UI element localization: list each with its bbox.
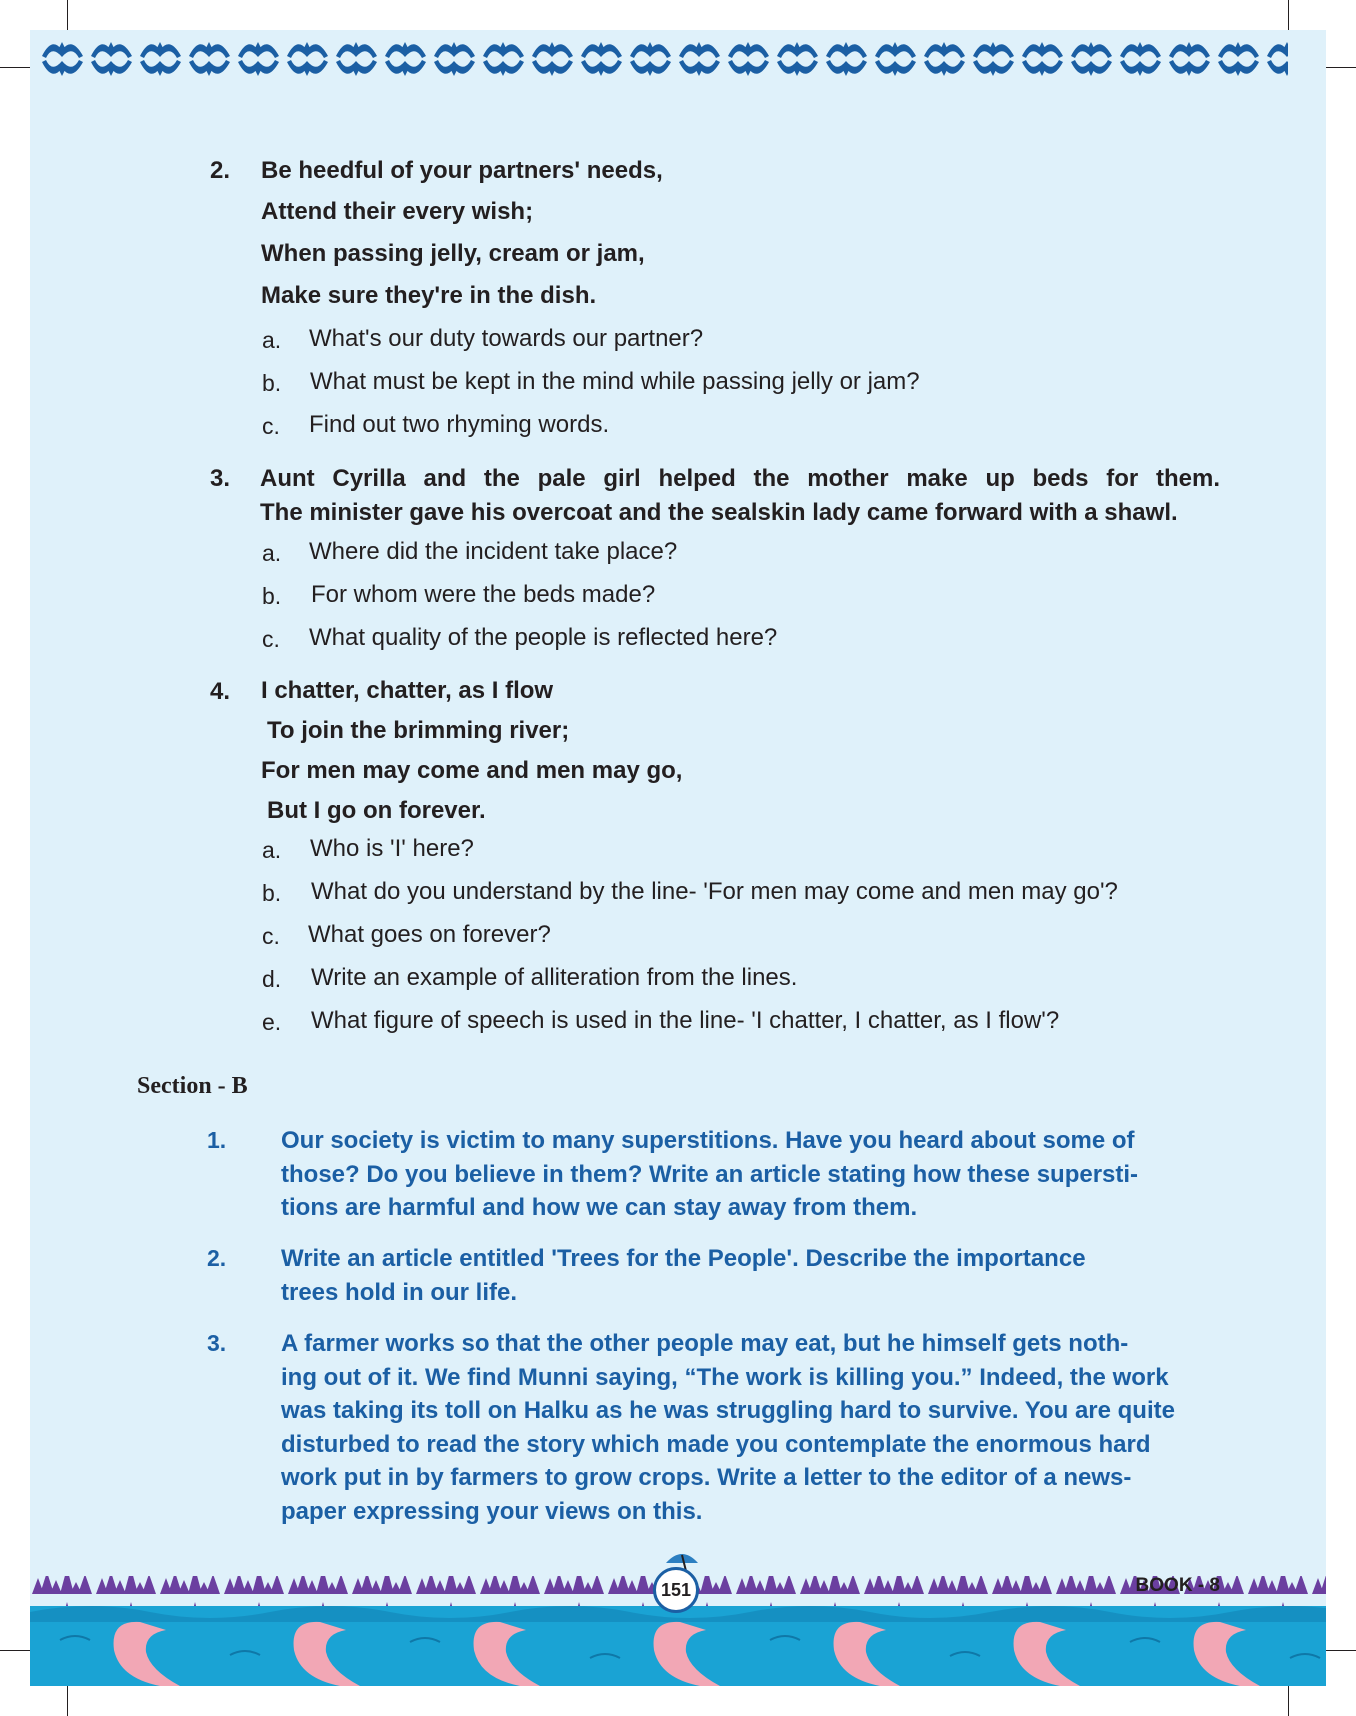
sub-question-text: What quality of the people is reflected here? bbox=[309, 624, 778, 651]
sub-question-text: Find out two rhyming words. bbox=[309, 411, 610, 438]
section-b-line: paper expressing your views on this. bbox=[281, 1497, 703, 1525]
crop-mark bbox=[0, 1650, 30, 1651]
crop-mark bbox=[1288, 0, 1289, 30]
prose-extract bbox=[260, 462, 1220, 530]
section-b-line: Our society is victim to many superstitions. Have you heard about some of bbox=[281, 1127, 1135, 1154]
sub-question-text: What goes on forever? bbox=[308, 921, 551, 948]
crop-mark bbox=[1288, 1686, 1289, 1716]
crop-mark bbox=[67, 0, 68, 30]
section-b-line: ing out of it. We find Munni saying, “The work is killing you.” Indeed, the work bbox=[281, 1363, 1169, 1391]
crop-mark bbox=[0, 67, 30, 68]
sub-question-letter: b. bbox=[262, 583, 282, 609]
question-number: 4. bbox=[210, 678, 231, 705]
question-number: 3. bbox=[210, 465, 231, 492]
section-b-line: those? Do you believe in them? Write an article stating how these supersti- bbox=[281, 1160, 1139, 1188]
section-b-line: disturbed to read the story which made you contemplate the enormous hard bbox=[281, 1430, 1151, 1458]
poem-line: Make sure they're in the dish. bbox=[261, 282, 597, 309]
poem-line: I chatter, chatter, as I flow bbox=[261, 677, 554, 704]
sub-question-text: What figure of speech is used in the line- 'I chatter, I chatter, as I flow'? bbox=[311, 1007, 1060, 1034]
sub-question-letter: e. bbox=[262, 1009, 282, 1035]
sub-question-letter: d. bbox=[262, 966, 282, 992]
sub-question-text: Write an example of alliteration from the lines. bbox=[311, 964, 798, 991]
section-b-line: A farmer works so that the other people may eat, but he himself gets noth- bbox=[281, 1330, 1129, 1357]
poem-line: For men may come and men may go, bbox=[261, 757, 683, 784]
section-b-line: was taking its toll on Halku as he was struggling hard to survive. You are quite bbox=[281, 1397, 1175, 1424]
sub-question-text: What's our duty towards our partner? bbox=[309, 325, 704, 352]
decorative-border-top bbox=[38, 30, 1288, 88]
sub-question-text: Who is 'I' here? bbox=[310, 835, 474, 862]
crop-mark bbox=[1326, 67, 1356, 68]
prose-line: The minister gave his overcoat and the sealskin lady came forward with a shawl. bbox=[260, 499, 1178, 526]
sub-question-letter: a. bbox=[262, 327, 282, 353]
sub-question-text: Where did the incident take place? bbox=[309, 538, 678, 565]
section-b-number: 1. bbox=[207, 1127, 227, 1153]
sub-question-letter: a. bbox=[262, 837, 282, 863]
section-b-question bbox=[281, 1124, 1221, 1225]
poem-line: To join the brimming river; bbox=[267, 717, 570, 744]
crop-mark bbox=[1326, 1650, 1356, 1651]
section-title: Section - B bbox=[137, 1073, 248, 1099]
section-b-line: tions are harmful and how we can stay away from them. bbox=[281, 1194, 918, 1221]
section-b-line: trees hold in our life. bbox=[281, 1278, 518, 1306]
prose-line: Aunt Cyrilla and the pale girl helped the mother make up beds for them. bbox=[260, 465, 1220, 492]
section-b-number: 2. bbox=[207, 1245, 227, 1271]
sub-question-text: What must be kept in the mind while passing jelly or jam? bbox=[310, 368, 920, 395]
sub-question-letter: c. bbox=[262, 923, 280, 949]
poem-line: When passing jelly, cream or jam, bbox=[261, 240, 645, 267]
sub-question-letter: b. bbox=[262, 370, 282, 396]
section-b-question bbox=[281, 1242, 1221, 1309]
crop-mark bbox=[67, 1686, 68, 1716]
poem-line: Attend their every wish; bbox=[261, 198, 534, 225]
poem-line: But I go on forever. bbox=[267, 797, 486, 824]
section-b-line: work put in by farmers to grow crops. Write a letter to the editor of a news- bbox=[281, 1464, 1132, 1491]
section-b-number: 3. bbox=[207, 1330, 227, 1356]
sub-question-letter: b. bbox=[262, 880, 282, 906]
book-label: BOOK - 8 bbox=[1135, 1575, 1220, 1596]
section-b-line: Write an article entitled 'Trees for the People'. Describe the importance bbox=[281, 1245, 1086, 1272]
page-number: 151 bbox=[653, 1567, 699, 1613]
question-number: 2. bbox=[210, 157, 231, 184]
sub-question-text: What do you understand by the line- 'For men may come and men may go'? bbox=[311, 878, 1118, 905]
sub-question-letter: a. bbox=[262, 540, 282, 566]
sub-question-text: For whom were the beds made? bbox=[311, 581, 656, 608]
sub-question-letter: c. bbox=[262, 413, 280, 439]
poem-line: Be heedful of your partners' needs, bbox=[261, 157, 663, 184]
sub-question-letter: c. bbox=[262, 626, 280, 652]
section-b-question bbox=[281, 1327, 1221, 1528]
